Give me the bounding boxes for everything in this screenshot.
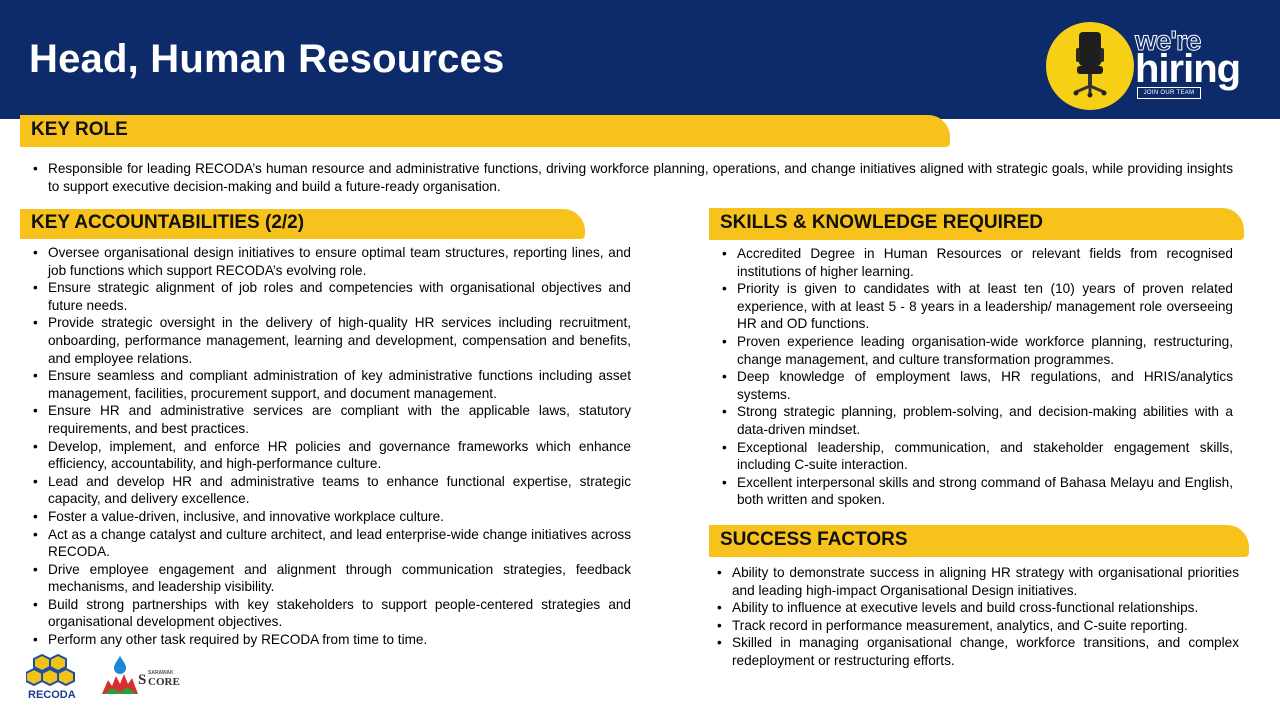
list-item: • Ensure strategic alignment of job roles and competencies with organisational objectives and future needs. [30,279,631,314]
list-item: • Strong strategic planning, problem-solving, and decision-making abilities with a data-driven mindset. [719,403,1233,438]
score-initial: S [138,672,147,688]
list-item: • Build strong partnerships with key stakeholders to support people-centered strategies and organisational development objectives. [30,596,631,631]
skills-header [709,208,1244,240]
list-item: • Excellent interpersonal skills and strong command of Bahasa Melayu and English, both written and spoken. [719,474,1233,509]
list-item: • Exceptional leadership, communication, and stakeholder engagement skills, including C-suite interaction. [719,439,1233,474]
success-title: SUCCESS FACTORS [720,529,908,550]
list-item: • Provide strategic oversight in the delivery of high-quality HR services including recruitment, onboarding, performance management, learning and development, compensation and benefits, and employee relations. [30,314,631,367]
list-item: • Proven experience leading organisation-wide workforce planning, restructuring, change management, and culture transformation programmes. [719,333,1233,368]
join-our-team-label: JOIN OUR TEAM [1137,87,1201,99]
sarawak-score-logo [100,654,178,706]
list-item: • Ability to influence at executive levels and build cross-functional relationships. [714,599,1239,617]
list-item: • Ensure seamless and compliant administration of key administrative functions including asset management, facilities, procurement support, and document management. [30,367,631,402]
score-emblem-icon [100,654,140,698]
office-chair-icon [1046,22,1134,110]
list-item: • Skilled in managing organisational change, workforce transitions, and complex redeployment or restructuring efforts. [714,634,1239,669]
hexagon-cluster-icon [26,653,82,693]
list-item: • Oversee organisational design initiatives to ensure optimal team structures, reporting lines, and job functions which support RECODA’s evolving role. [30,244,631,279]
list-item: • Perform any other task required by RECODA from time to time. [30,631,631,649]
accountabilities-header [20,209,585,239]
success-header [709,525,1249,557]
skills-title: SKILLS & KNOWLEDGE REQUIRED [720,212,1044,233]
key-role-header [20,115,950,147]
list-item: • Lead and develop HR and administrative teams to enhance functional expertise, strategic capacity, and delivery excellence. [30,473,631,508]
score-top-text: SARAWAK [148,670,174,676]
list-item: • Develop, implement, and enforce HR policies and governance frameworks which enhance efficiency, accountability, and high-performance culture. [30,438,631,473]
key-role-list [30,160,1233,195]
list-item: • Accredited Degree in Human Resources or relevant fields from recognised institutions of higher learning. [719,245,1233,280]
list-item: • Ensure HR and administrative services are compliant with the applicable laws, statutory requirements, and best practices. [30,402,631,437]
hiring-badge [1046,22,1134,110]
recoda-logo-text: RECODA [28,689,76,701]
accountabilities-list [30,244,631,649]
list-item: • Responsible for leading RECODA’s human resource and administrative functions, driving workforce planning, operations, and change initiatives aligned with strategic goals, while providing insights to support executive decision-making and build a future-ready organisation. [30,160,1233,195]
list-item: • Foster a value-driven, inclusive, and innovative workplace culture. [30,508,631,526]
page-title: Head, Human Resources [29,37,505,81]
list-item: • Deep knowledge of employment laws, HR regulations, and HRIS/analytics systems. [719,368,1233,403]
list-item: • Act as a change catalyst and culture architect, and lead enterprise-wide change initiatives across RECODA. [30,526,631,561]
score-text: CORE [148,676,180,688]
list-item: • Drive employee engagement and alignment through communication strategies, feedback mechanisms, and leadership visibility. [30,561,631,596]
key-role-title: KEY ROLE [31,119,128,140]
hiring-wordmark-top: we're [1135,25,1201,56]
accountabilities-title: KEY ACCOUNTABILITIES (2/2) [31,212,305,233]
list-item: • Track record in performance measurement, analytics, and C-suite reporting. [714,617,1239,635]
hiring-wordmark [1135,25,1250,105]
list-item: • Ability to demonstrate success in aligning HR strategy with organisational priorities and leading high-impact Organisational Design initiatives. [714,564,1239,599]
hiring-wordmark-main: hiring [1135,47,1241,91]
success-list [714,564,1239,670]
recoda-logo [26,653,82,705]
skills-list [719,245,1233,509]
list-item: • Priority is given to candidates with at least ten (10) years of proven related experience, with at least 5 - 8 years in a leadership/ management role overseeing HR and OD functions. [719,280,1233,333]
